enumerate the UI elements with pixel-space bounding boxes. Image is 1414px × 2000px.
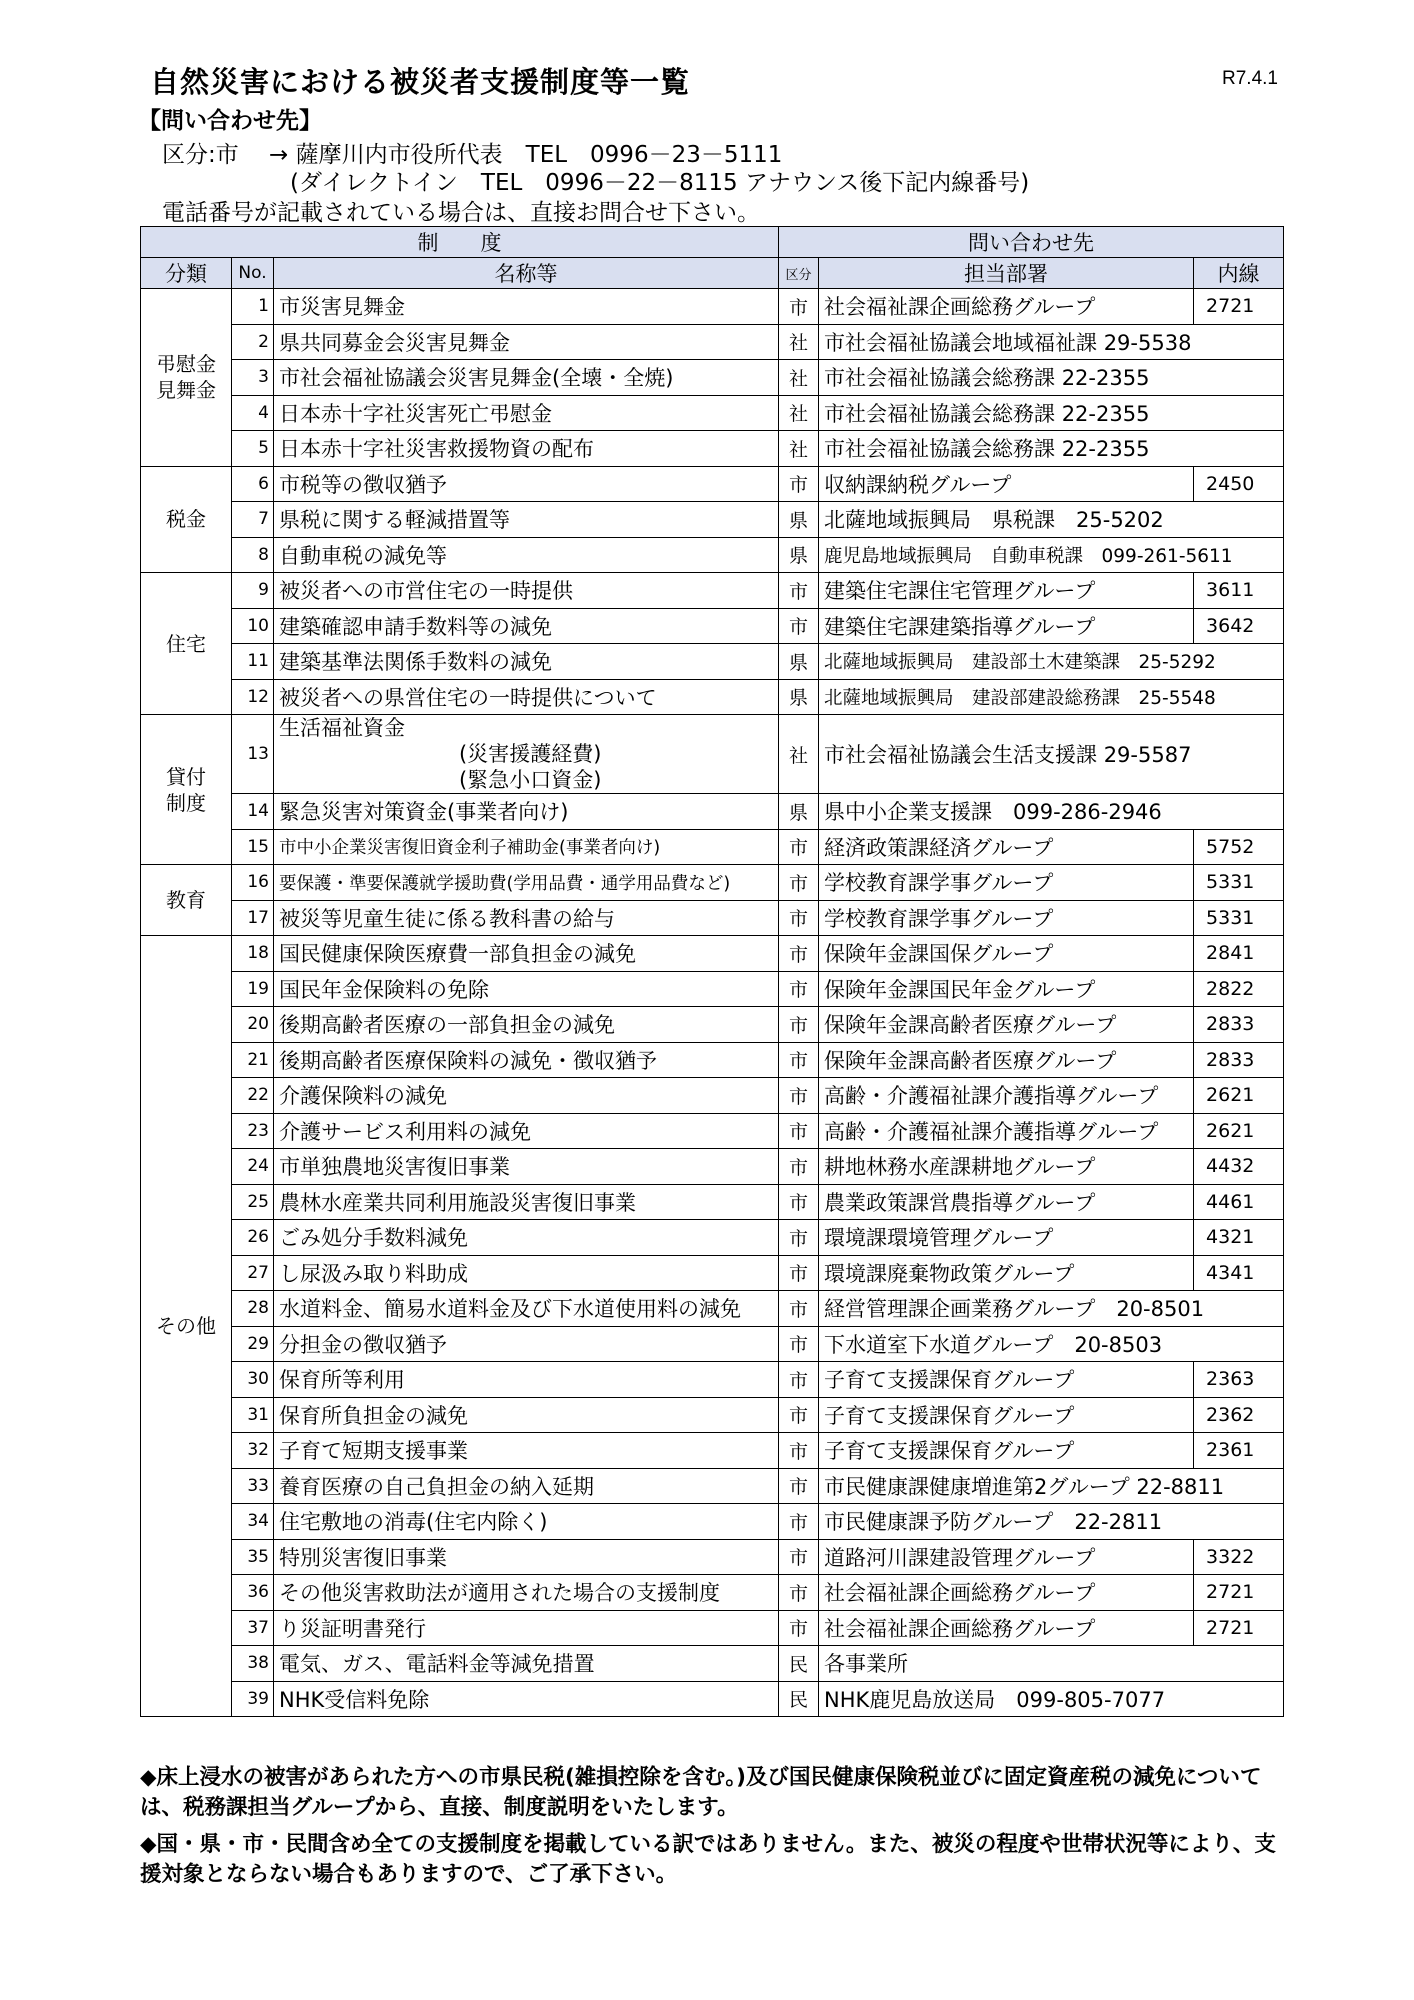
system-name: 電気、ガス、電話料金等減免措置 <box>274 1646 779 1682</box>
extension-cell: 3611 <box>1194 573 1284 609</box>
direct-contact-note: 電話番号が記載されている場合は、直接お問合せ下さい。 <box>162 200 760 226</box>
row-number: 19 <box>232 971 274 1007</box>
row-number: 7 <box>232 502 274 538</box>
table-row <box>141 431 1284 467</box>
extension-cell: 5331 <box>1194 865 1284 901</box>
header-name: 名称等 <box>274 258 779 289</box>
kubun-cell: 市 <box>779 971 819 1007</box>
table-row <box>141 1646 1284 1682</box>
table-row <box>141 1397 1284 1433</box>
system-name: 被災者への市営住宅の一時提供 <box>274 573 779 609</box>
kubun-cell: 市 <box>779 608 819 644</box>
system-name: 国民年金保険料の免除 <box>274 971 779 1007</box>
system-name: 建築基準法関係手数料の減免 <box>274 644 779 680</box>
department-cell: 市民健康課健康増進第2グループ 22-8811 <box>819 1468 1284 1504</box>
table-row <box>141 324 1284 360</box>
system-name-line: (緊急小口資金) <box>459 768 602 792</box>
row-number: 30 <box>232 1362 274 1398</box>
system-name: その他災害救助法が適用された場合の支援制度 <box>274 1575 779 1611</box>
table-row <box>141 1255 1284 1291</box>
extension-cell: 2361 <box>1194 1433 1284 1469</box>
kubun-cell: 県 <box>779 502 819 538</box>
note-tax-reduction: ◆床上浸水の被害があられた方への市県民税(雑損控除を含む。)及び国民健康保険税並びに固定資産税の減免については、税務課担当グループから、直接、制度説明をいたします。 <box>140 1765 1262 1820</box>
system-name: 住宅敷地の消毒(住宅内除く) <box>274 1504 779 1540</box>
kubun-cell: 市 <box>779 1078 819 1114</box>
kubun-cell: 市 <box>779 1539 819 1575</box>
table-row <box>141 1362 1284 1398</box>
extension-cell: 2833 <box>1194 1042 1284 1078</box>
row-number: 21 <box>232 1042 274 1078</box>
table-row <box>141 1326 1284 1362</box>
table-row <box>141 679 1284 715</box>
department-cell: NHK鹿児島放送局 099-805-7077 <box>819 1681 1284 1717</box>
system-name: 介護サービス利用料の減免 <box>274 1113 779 1149</box>
kubun-cell: 市 <box>779 1433 819 1469</box>
row-number: 25 <box>232 1184 274 1220</box>
department-cell: 鹿児島地域振興局 自動車税課 099-261-5611 <box>819 537 1284 573</box>
kubun-cell: 市 <box>779 936 819 972</box>
department-cell: 学校教育課学事グループ <box>819 865 1194 901</box>
row-number: 31 <box>232 1397 274 1433</box>
kubun-cell: 県 <box>779 537 819 573</box>
system-name: 市中小企業災害復旧資金利子補助金(事業者向け) <box>274 829 779 865</box>
extension-cell: 4321 <box>1194 1220 1284 1256</box>
system-name <box>274 715 779 794</box>
extension-cell: 2721 <box>1194 289 1284 325</box>
department-cell: 社会福祉課企画総務グループ <box>819 1610 1194 1646</box>
system-name: 後期高齢者医療保険料の減免・徴収猶予 <box>274 1042 779 1078</box>
row-number: 2 <box>232 324 274 360</box>
system-name: 農林水産業共同利用施設災害復旧事業 <box>274 1184 779 1220</box>
extension-cell: 2833 <box>1194 1007 1284 1043</box>
row-number: 4 <box>232 395 274 431</box>
system-name: 子育て短期支援事業 <box>274 1433 779 1469</box>
kubun-cell: 社 <box>779 431 819 467</box>
table-row <box>141 936 1284 972</box>
table-row <box>141 1184 1284 1220</box>
row-number: 35 <box>232 1539 274 1575</box>
extension-cell: 4341 <box>1194 1255 1284 1291</box>
row-number: 17 <box>232 900 274 936</box>
department-cell: 市社会福祉協議会総務課 22-2355 <box>819 395 1284 431</box>
extension-cell: 4432 <box>1194 1149 1284 1185</box>
category-cell: その他 <box>141 936 232 1717</box>
table-row <box>141 395 1284 431</box>
row-number: 22 <box>232 1078 274 1114</box>
department-cell: 子育て支援課保育グループ <box>819 1362 1194 1398</box>
department-cell: 県中小企業支援課 099-286-2946 <box>819 794 1284 830</box>
table-row <box>141 971 1284 1007</box>
extension-cell: 2841 <box>1194 936 1284 972</box>
department-cell: 市社会福祉協議会総務課 22-2355 <box>819 360 1284 396</box>
system-name: 後期高齢者医療の一部負担金の減免 <box>274 1007 779 1043</box>
extension-cell: 5331 <box>1194 900 1284 936</box>
system-name: 緊急災害対策資金(事業者向け) <box>274 794 779 830</box>
department-cell: 高齢・介護福祉課介護指導グループ <box>819 1113 1194 1149</box>
system-name: 日本赤十字社災害救援物資の配布 <box>274 431 779 467</box>
table-subheader-row <box>141 258 1284 289</box>
kubun-cell: 市 <box>779 1149 819 1185</box>
system-name: 分担金の徴収猶予 <box>274 1326 779 1362</box>
table-row <box>141 1504 1284 1540</box>
table-row <box>141 1078 1284 1114</box>
row-number: 29 <box>232 1326 274 1362</box>
system-name: 要保護・準要保護就学援助費(学用品費・通学用品費など) <box>274 865 779 901</box>
table-row <box>141 537 1284 573</box>
header-inquiry: 問い合わせ先 <box>779 227 1284 258</box>
table-row <box>141 1042 1284 1078</box>
system-name-line: (災害援護経費) <box>459 742 602 766</box>
system-name: 市社会福祉協議会災害見舞金(全壊・全焼) <box>274 360 779 396</box>
extension-cell: 2721 <box>1194 1575 1284 1611</box>
kubun-cell: 市 <box>779 1255 819 1291</box>
system-name: 県共同募金会災害見舞金 <box>274 324 779 360</box>
kubun-cell: 市 <box>779 865 819 901</box>
kubun-cell: 社 <box>779 715 819 794</box>
department-cell: 市社会福祉協議会総務課 22-2355 <box>819 431 1284 467</box>
department-cell: 各事業所 <box>819 1646 1284 1682</box>
row-number: 33 <box>232 1468 274 1504</box>
department-cell: 北薩地域振興局 県税課 25-5202 <box>819 502 1284 538</box>
extension-cell: 2621 <box>1194 1078 1284 1114</box>
kubun-cell: 市 <box>779 1575 819 1611</box>
category-cell: 税金 <box>141 466 232 573</box>
table-row <box>141 829 1284 865</box>
category-cell: 教育 <box>141 865 232 936</box>
row-number: 36 <box>232 1575 274 1611</box>
row-number: 26 <box>232 1220 274 1256</box>
extension-cell: 2362 <box>1194 1397 1284 1433</box>
kubun-cell: 市 <box>779 1610 819 1646</box>
department-cell: 学校教育課学事グループ <box>819 900 1194 936</box>
department-cell: 市社会福祉協議会地域福祉課 29-5538 <box>819 324 1284 360</box>
department-cell: 建築住宅課住宅管理グループ <box>819 573 1194 609</box>
row-number: 32 <box>232 1433 274 1469</box>
table-row <box>141 1433 1284 1469</box>
department-cell: 保険年金課高齢者医療グループ <box>819 1042 1194 1078</box>
kubun-cell: 社 <box>779 360 819 396</box>
row-number: 37 <box>232 1610 274 1646</box>
row-number: 20 <box>232 1007 274 1043</box>
table-row <box>141 502 1284 538</box>
system-name: 建築確認申請手数料等の減免 <box>274 608 779 644</box>
department-cell: 北薩地域振興局 建設部土木建築課 25-5292 <box>819 644 1284 680</box>
kubun-cell: 市 <box>779 1397 819 1433</box>
row-number: 34 <box>232 1504 274 1540</box>
extension-cell: 2822 <box>1194 971 1284 1007</box>
header-system: 制 度 <box>141 227 779 258</box>
kubun-cell: 市 <box>779 1326 819 1362</box>
department-cell: 経済政策課経済グループ <box>819 829 1194 865</box>
department-cell: 高齢・介護福祉課介護指導グループ <box>819 1078 1194 1114</box>
extension-cell: 2363 <box>1194 1362 1284 1398</box>
system-name: 介護保険料の減免 <box>274 1078 779 1114</box>
table-row <box>141 1220 1284 1256</box>
kubun-cell: 県 <box>779 794 819 830</box>
row-number: 13 <box>232 715 274 794</box>
row-number: 9 <box>232 573 274 609</box>
row-number: 27 <box>232 1255 274 1291</box>
row-number: 16 <box>232 865 274 901</box>
department-cell: 市民健康課予防グループ 22-2811 <box>819 1504 1284 1540</box>
table-row <box>141 1575 1284 1611</box>
row-number: 1 <box>232 289 274 325</box>
row-number: 6 <box>232 466 274 502</box>
extension-cell: 5752 <box>1194 829 1284 865</box>
kubun-cell: 市 <box>779 466 819 502</box>
kubun-cell: 市 <box>779 829 819 865</box>
department-cell: 環境課環境管理グループ <box>819 1220 1194 1256</box>
support-system-table <box>140 226 1284 1717</box>
table-row <box>141 1149 1284 1185</box>
department-cell: 保険年金課国保グループ <box>819 936 1194 972</box>
category-cell: 住宅 <box>141 573 232 715</box>
table-row <box>141 644 1284 680</box>
department-cell: 下水道室下水道グループ 20-8503 <box>819 1326 1284 1362</box>
table-row <box>141 1681 1284 1717</box>
kubun-cell: 市 <box>779 900 819 936</box>
kubun-cell: 民 <box>779 1681 819 1717</box>
system-name: り災証明書発行 <box>274 1610 779 1646</box>
system-name: 被災等児童生徒に係る教科書の給与 <box>274 900 779 936</box>
department-cell: 子育て支援課保育グループ <box>819 1433 1194 1469</box>
row-number: 38 <box>232 1646 274 1682</box>
row-number: 5 <box>232 431 274 467</box>
category-cell: 弔慰金 見舞金 <box>141 289 232 467</box>
contact-line: 区分:市 → 薩摩川内市役所代表 TEL 0996－23－5111 <box>162 142 783 168</box>
header-kubun: 区分 <box>779 258 819 289</box>
system-name: 市税等の徴収猶予 <box>274 466 779 502</box>
system-name: 国民健康保険医療費一部負担金の減免 <box>274 936 779 972</box>
department-cell: 農業政策課営農指導グループ <box>819 1184 1194 1220</box>
system-name: 県税に関する軽減措置等 <box>274 502 779 538</box>
kubun-cell: 市 <box>779 1362 819 1398</box>
kubun-cell: 市 <box>779 289 819 325</box>
kubun-cell: 市 <box>779 1504 819 1540</box>
department-cell: 北薩地域振興局 建設部建設総務課 25-5548 <box>819 679 1284 715</box>
system-name: 市単独農地災害復旧事業 <box>274 1149 779 1185</box>
department-cell: 社会福祉課企画総務グループ <box>819 1575 1194 1611</box>
department-cell: 収納課納税グループ <box>819 466 1194 502</box>
department-cell: 社会福祉課企画総務グループ <box>819 289 1194 325</box>
kubun-cell: 市 <box>779 1291 819 1327</box>
contact-heading: 【問い合わせ先】 <box>138 108 322 134</box>
table-row <box>141 794 1284 830</box>
header-department: 担当部署 <box>819 258 1194 289</box>
kubun-cell: 市 <box>779 1007 819 1043</box>
department-cell: 保険年金課国民年金グループ <box>819 971 1194 1007</box>
kubun-cell: 市 <box>779 573 819 609</box>
system-name: 自動車税の減免等 <box>274 537 779 573</box>
table-row <box>141 900 1284 936</box>
table-row <box>141 360 1284 396</box>
table-row <box>141 1610 1284 1646</box>
system-name: 水道料金、簡易水道料金及び下水道使用料の減免 <box>274 1291 779 1327</box>
table-row <box>141 466 1284 502</box>
system-name-line: 生活福祉資金 <box>279 716 405 740</box>
extension-cell: 3642 <box>1194 608 1284 644</box>
system-name: 被災者への県営住宅の一時提供について <box>274 679 779 715</box>
table-row <box>141 1007 1284 1043</box>
table-row <box>141 715 1284 794</box>
system-name: NHK受信料免除 <box>274 1681 779 1717</box>
row-number: 24 <box>232 1149 274 1185</box>
kubun-cell: 社 <box>779 324 819 360</box>
row-number: 3 <box>232 360 274 396</box>
category-cell: 貸付 制度 <box>141 715 232 865</box>
table-row <box>141 573 1284 609</box>
department-cell: 道路河川課建設管理グループ <box>819 1539 1194 1575</box>
kubun-cell: 市 <box>779 1220 819 1256</box>
row-number: 12 <box>232 679 274 715</box>
row-number: 10 <box>232 608 274 644</box>
row-number: 15 <box>232 829 274 865</box>
department-cell: 環境課廃棄物政策グループ <box>819 1255 1194 1291</box>
system-name: ごみ処分手数料減免 <box>274 1220 779 1256</box>
extension-cell: 3322 <box>1194 1539 1284 1575</box>
kubun-cell: 県 <box>779 679 819 715</box>
row-number: 18 <box>232 936 274 972</box>
extension-cell: 2450 <box>1194 466 1284 502</box>
kubun-cell: 社 <box>779 395 819 431</box>
table-row <box>141 865 1284 901</box>
table-header-row <box>141 227 1284 258</box>
department-cell: 建築住宅課建築指導グループ <box>819 608 1194 644</box>
row-number: 14 <box>232 794 274 830</box>
header-category: 分類 <box>141 258 232 289</box>
table-row <box>141 1291 1284 1327</box>
department-cell: 子育て支援課保育グループ <box>819 1397 1194 1433</box>
system-name: 養育医療の自己負担金の納入延期 <box>274 1468 779 1504</box>
system-name: 保育所等利用 <box>274 1362 779 1398</box>
kubun-cell: 市 <box>779 1468 819 1504</box>
kubun-cell: 市 <box>779 1042 819 1078</box>
table-row <box>141 289 1284 325</box>
system-name: 市災害見舞金 <box>274 289 779 325</box>
extension-cell: 2721 <box>1194 1610 1284 1646</box>
department-cell: 耕地林務水産課耕地グループ <box>819 1149 1194 1185</box>
note-disclaimer: ◆国・県・市・民間含め全ての支援制度を掲載している訳ではありません。また、被災の程度や世帯状況等により、支援対象とならない場合もありますので、ご了承下さい。 <box>140 1832 1276 1887</box>
extension-cell: 2621 <box>1194 1113 1284 1149</box>
row-number: 23 <box>232 1113 274 1149</box>
row-number: 39 <box>232 1681 274 1717</box>
kubun-cell: 市 <box>779 1184 819 1220</box>
extension-cell: 4461 <box>1194 1184 1284 1220</box>
row-number: 8 <box>232 537 274 573</box>
system-name: 特別災害復旧事業 <box>274 1539 779 1575</box>
system-name: 保育所負担金の減免 <box>274 1397 779 1433</box>
table-row <box>141 1468 1284 1504</box>
table-row <box>141 1113 1284 1149</box>
department-cell: 保険年金課高齢者医療グループ <box>819 1007 1194 1043</box>
page-title: 自然災害における被災者支援制度等一覧 <box>150 65 691 99</box>
system-name: し尿汲み取り料助成 <box>274 1255 779 1291</box>
department-cell: 経営管理課企画業務グループ 20-8501 <box>819 1291 1284 1327</box>
header-no: No. <box>232 258 274 289</box>
system-name: 日本赤十字社災害死亡弔慰金 <box>274 395 779 431</box>
department-cell: 市社会福祉協議会生活支援課 29-5587 <box>819 715 1284 794</box>
revision-date: R7.4.1 <box>1222 68 1278 89</box>
dial-in-line: (ダイレクトイン TEL 0996－22－8115 アナウンス後下記内線番号) <box>290 170 1030 196</box>
header-extension: 内線 <box>1194 258 1284 289</box>
table-row <box>141 1539 1284 1575</box>
row-number: 28 <box>232 1291 274 1327</box>
row-number: 11 <box>232 644 274 680</box>
kubun-cell: 市 <box>779 1113 819 1149</box>
kubun-cell: 民 <box>779 1646 819 1682</box>
kubun-cell: 県 <box>779 644 819 680</box>
table-row <box>141 608 1284 644</box>
